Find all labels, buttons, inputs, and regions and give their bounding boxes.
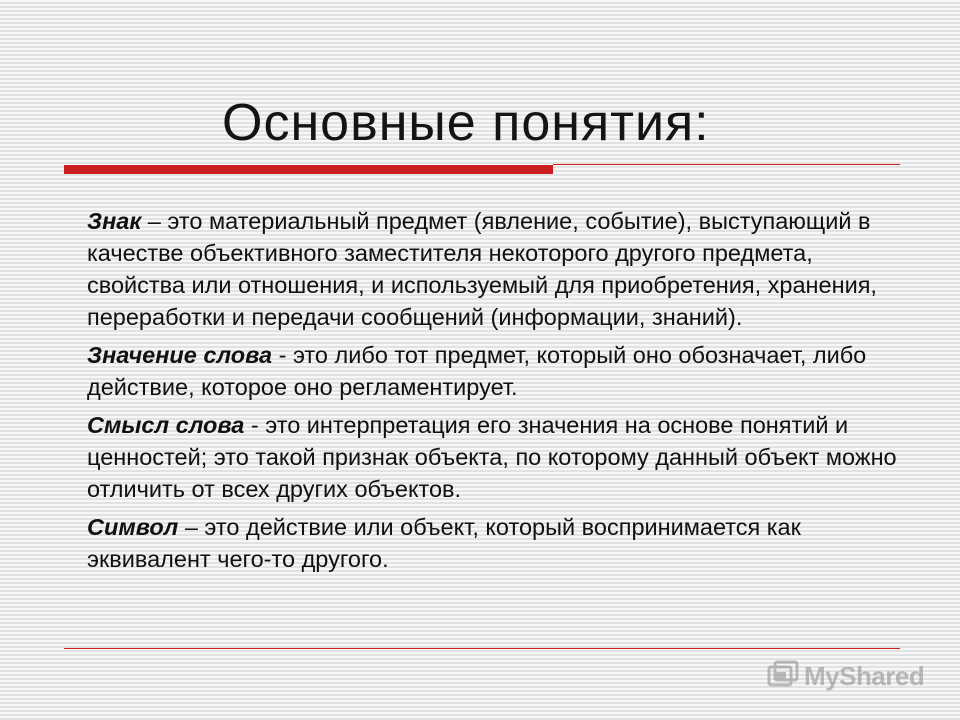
definition-text: - это либо тот предмет, который оно обозначает, либо действие, которое оно регламентирует.: [87, 342, 867, 400]
slide-title: Основные понятия:: [222, 94, 710, 152]
definition-sign: [87, 205, 917, 333]
watermark-text: MyShared: [804, 660, 925, 691]
definition-symbol: [87, 511, 917, 575]
definition-term: Символ: [87, 514, 179, 540]
definition-word-meaning: [87, 339, 917, 403]
definitions-list: [87, 205, 917, 581]
title-underline-bar: [64, 165, 553, 174]
definition-text: - это интерпретация его значения на основе понятий и ценностей; это такой признак объекта, по которому данный объект можно отличить от всех других объектов.: [87, 412, 897, 502]
footer-divider-line: [64, 648, 900, 649]
myshared-watermark: [766, 656, 924, 696]
title-divider-line: [553, 164, 900, 165]
myshared-logo-icon: [766, 659, 800, 693]
definition-term: Значение слова: [87, 342, 273, 368]
definition-term: Знак: [87, 208, 142, 234]
definition-term: Смысл слова: [87, 412, 245, 438]
definition-word-sense: [87, 409, 917, 505]
definition-text: – это материальный предмет (явление, событие), выступающий в качестве объективного заместителя некоторого другого предмета, свойства или отношения, и используемый для приобретения, хранения, переработки и передачи сообщений (информации, знаний).: [87, 208, 877, 330]
definition-text: – это действие или объект, который воспринимается как эквивалент чего-то другого.: [87, 514, 801, 572]
